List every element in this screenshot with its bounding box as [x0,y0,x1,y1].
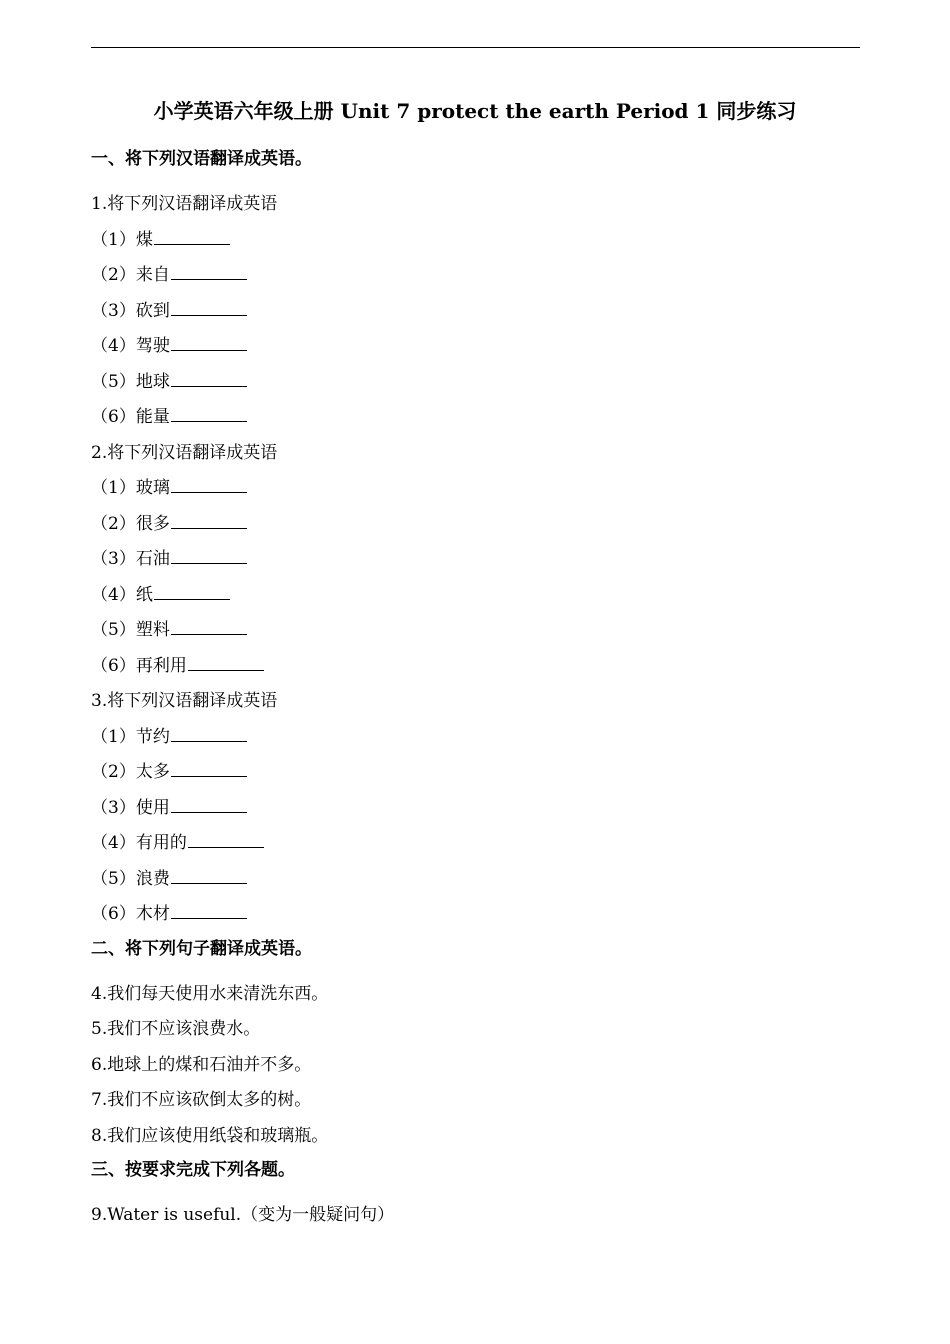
item-prompt: （6）能量 [91,407,170,427]
header-rule [91,47,860,48]
item-prompt: （4）纸 [91,584,153,605]
page-title: 小学英语六年级上册 Unit 7 protect the earth Period 1 同步练习 [153,99,797,123]
answer-blank[interactable] [154,581,230,600]
answer-blank[interactable] [171,723,247,742]
item-prompt: （6）再利用 [91,655,187,676]
answer-item [91,862,860,898]
answer-item [91,755,860,791]
answer-blank[interactable] [171,368,247,387]
section-heading-2: 二、将下列句子翻译成英语。 [91,938,312,959]
answer-item [91,791,860,827]
answer-blank[interactable] [171,510,247,529]
question-1-label: 1.将下列汉语翻译成英语 [91,194,278,214]
answer-blank[interactable] [188,829,264,848]
item-prompt: （3）使用 [91,797,170,818]
translation-sentence: 4.我们每天使用水来清洗东西。 [91,983,329,1004]
answer-item [91,613,860,649]
answer-blank[interactable] [154,226,230,245]
answer-item [91,649,860,685]
answer-blank[interactable] [171,616,247,635]
answer-item [91,507,860,543]
answer-blank[interactable] [171,297,247,316]
item-prompt: （2）来自 [91,265,170,285]
answer-item [91,365,860,401]
item-prompt: （1）煤 [91,229,153,250]
item-prompt: （1）节约 [91,726,170,747]
section-heading-3: 三、按要求完成下列各题。 [91,1160,295,1180]
answer-blank[interactable] [171,758,247,777]
answer-item [91,826,860,862]
answer-blank[interactable] [171,900,247,919]
section-heading-1: 一、将下列汉语翻译成英语。 [91,149,312,169]
answer-blank[interactable] [171,474,247,493]
item-prompt: （2）太多 [91,762,170,782]
answer-blank[interactable] [171,332,247,351]
item-prompt: （3）石油 [91,549,170,569]
item-prompt: （4）有用的 [91,833,187,853]
question-2-label: 2.将下列汉语翻译成英语 [91,442,278,463]
answer-blank[interactable] [188,652,264,671]
answer-blank[interactable] [171,865,247,884]
answer-item [91,471,860,507]
answer-blank[interactable] [171,403,247,422]
answer-item [91,542,860,578]
answer-blank[interactable] [171,794,247,813]
item-prompt: （5）地球 [91,371,170,392]
answer-item [91,258,860,294]
answer-item [91,897,860,933]
answer-item [91,578,860,614]
answer-item [91,400,860,436]
item-prompt: （6）木材 [91,904,170,924]
item-prompt: （2）很多 [91,513,170,534]
answer-item [91,329,860,365]
question-3-label: 3.将下列汉语翻译成英语 [91,691,278,711]
item-prompt: （5）浪费 [91,868,170,889]
item-prompt: （5）塑料 [91,620,170,640]
translation-sentence: 5.我们不应该浪费水。 [91,1019,261,1039]
worksheet-body [91,143,860,1234]
answer-item [91,720,860,756]
exercise-sentence: 9.Water is useful.（变为一般疑问句） [91,1205,395,1225]
answer-item [91,223,860,259]
translation-sentence: 8.我们应该使用纸袋和玻璃瓶。 [91,1125,329,1146]
item-prompt: （3）砍到 [91,300,170,321]
answer-item [91,294,860,330]
answer-blank[interactable] [171,261,247,280]
item-prompt: （4）驾驶 [91,336,170,356]
answer-blank[interactable] [171,545,247,564]
translation-sentence: 6.地球上的煤和石油并不多。 [91,1054,312,1075]
item-prompt: （1）玻璃 [91,478,170,498]
translation-sentence: 7.我们不应该砍倒太多的树。 [91,1090,312,1110]
